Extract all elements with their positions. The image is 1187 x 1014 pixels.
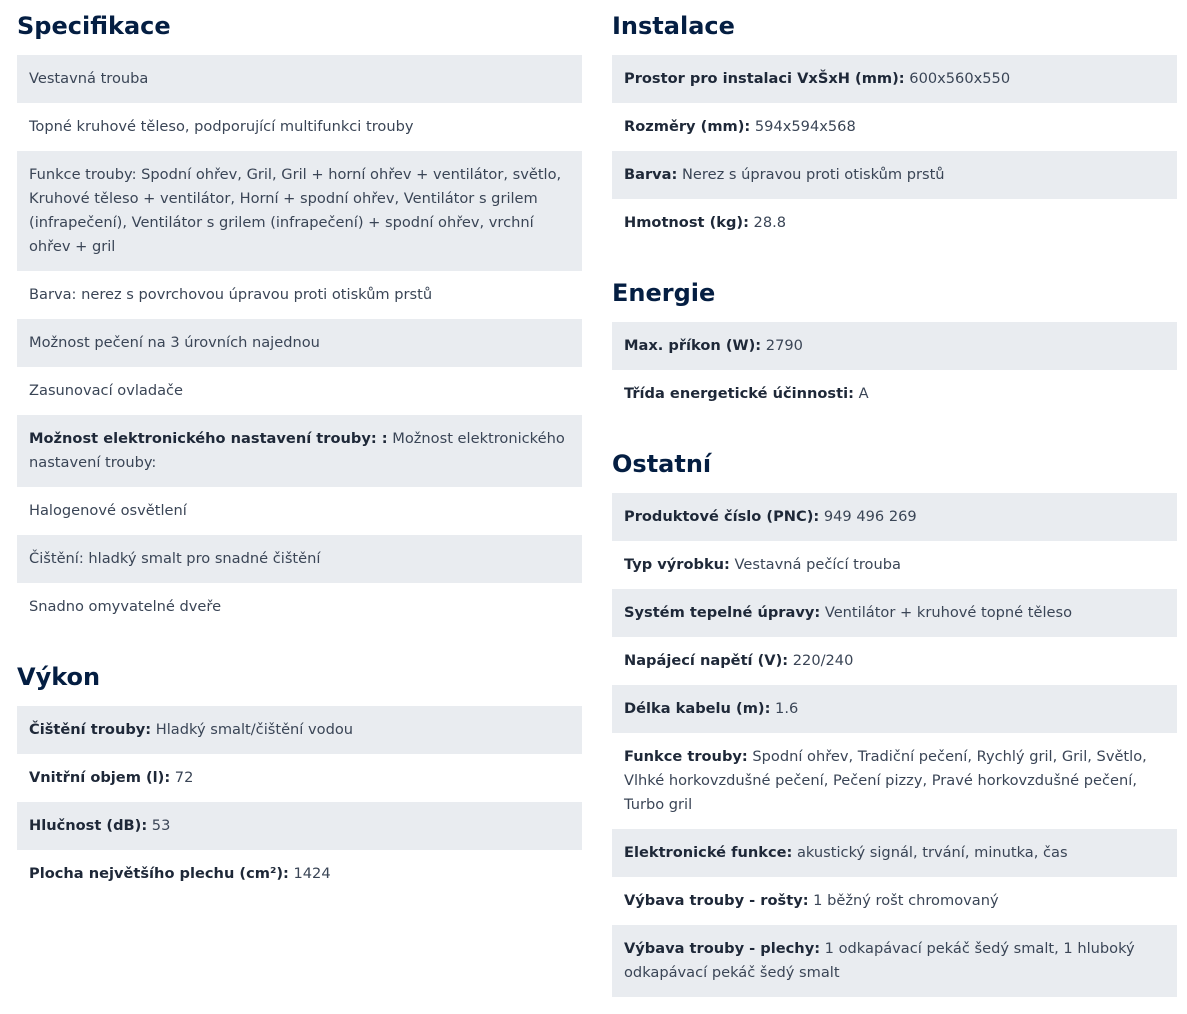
spec-value: Halogenové osvětlení <box>29 502 187 519</box>
spec-row <box>17 706 582 754</box>
spec-row <box>17 55 582 103</box>
spec-row <box>17 415 582 487</box>
spec-row <box>612 370 1177 418</box>
spec-value: 949 496 269 <box>819 508 917 525</box>
spec-value: Možnost elektronického nastavení trouby: <box>29 430 565 471</box>
spec-row <box>612 151 1177 199</box>
spec-row <box>17 535 582 583</box>
spec-label: Barva: <box>624 166 678 183</box>
spec-row <box>17 802 582 850</box>
spec-row <box>17 103 582 151</box>
spec-list-energie <box>612 322 1177 418</box>
spec-value: 220/240 <box>788 652 854 669</box>
spec-value: 53 <box>147 817 171 834</box>
spec-row <box>612 877 1177 925</box>
spec-label: Hlučnost (dB): <box>29 817 148 834</box>
spec-row <box>612 685 1177 733</box>
spec-list-vykon <box>17 706 582 898</box>
spec-value: Ventilátor + kruhové topné těleso <box>820 604 1073 621</box>
spec-row <box>612 199 1177 247</box>
spec-value: Možnost pečení na 3 úrovních najednou <box>29 334 320 351</box>
spec-value: Zasunovací ovladače <box>29 382 184 399</box>
section-title-ostatni: Ostatní <box>612 450 712 478</box>
spec-label: Systém tepelné úpravy: <box>624 604 821 621</box>
spec-row <box>17 754 582 802</box>
section-title-vykon: Výkon <box>17 663 101 691</box>
spec-row <box>17 319 582 367</box>
spec-row <box>612 55 1177 103</box>
spec-label: Funkce trouby: <box>624 748 748 765</box>
spec-value: 1424 <box>288 865 331 882</box>
spec-value: 72 <box>170 769 194 786</box>
spec-row <box>17 367 582 415</box>
spec-row <box>612 733 1177 829</box>
spec-label: Produktové číslo (PNC): <box>624 508 820 525</box>
spec-value: A <box>853 385 869 402</box>
spec-row <box>17 583 582 631</box>
spec-label: Možnost elektronického nastavení trouby: : <box>29 430 388 447</box>
spec-row <box>17 271 582 319</box>
section-title-specifikace: Specifikace <box>17 12 171 40</box>
spec-row <box>612 829 1177 877</box>
section-title-instalace: Instalace <box>612 12 735 40</box>
spec-row <box>612 103 1177 151</box>
spec-value: 2790 <box>761 337 803 354</box>
spec-list-specifikace <box>17 55 582 631</box>
spec-value: Funkce trouby: Spodní ohřev, Gril, Gril + horní ohřev + ventilátor, světlo, Kruhové těleso + ventilátor, Horní + spodní ohřev, Ventilátor s grilem (infrapečení), Ventilátor s grilem (infrapečení) + spodní ohřev, vrchní ohřev + gril <box>29 166 562 255</box>
spec-value: Vestavná pečící trouba <box>729 556 901 573</box>
left-column <box>17 0 582 898</box>
spec-value: 28.8 <box>748 214 787 231</box>
spec-label: Plocha největšího plechu (cm²): <box>29 865 289 882</box>
spec-label: Výbava trouby - plechy: <box>624 940 821 957</box>
spec-value: Spodní ohřev, Tradiční pečení, Rychlý gril, Gril, Světlo, Vlhké horkovzdušné pečení, Pečení pizzy, Pravé horkovzdušné pečení, Turbo gril <box>624 748 1147 813</box>
section-title-energie: Energie <box>612 279 716 307</box>
right-column <box>612 0 1177 997</box>
spec-label: Třída energetické účinnosti: <box>624 385 854 402</box>
spec-value: Čištění: hladký smalt pro snadné čištění <box>29 550 321 567</box>
spec-row <box>612 493 1177 541</box>
spec-row <box>17 487 582 535</box>
spec-row <box>17 850 582 898</box>
spec-value: 600x560x550 <box>904 70 1011 87</box>
spec-value: Barva: nerez s povrchovou úpravou proti otiskům prstů <box>29 286 433 303</box>
spec-row <box>612 589 1177 637</box>
spec-label: Vnitřní objem (l): <box>29 769 171 786</box>
spec-row <box>17 151 582 271</box>
spec-list-instalace <box>612 55 1177 247</box>
spec-row <box>612 925 1177 997</box>
spec-row <box>612 541 1177 589</box>
spec-label: Délka kabelu (m): <box>624 700 771 717</box>
spec-list-ostatni <box>612 493 1177 997</box>
spec-value: Topné kruhové těleso, podporující multifunkci trouby <box>29 118 414 135</box>
spec-value: Nerez s úpravou proti otiskům prstů <box>677 166 945 183</box>
spec-label: Elektronické funkce: <box>624 844 793 861</box>
spec-value: Snadno omyvatelné dveře <box>29 598 222 615</box>
spec-label: Rozměry (mm): <box>624 118 751 135</box>
spec-value: Hladký smalt/čištění vodou <box>151 721 354 738</box>
spec-label: Napájecí napětí (V): <box>624 652 789 669</box>
spec-value: 1.6 <box>770 700 799 717</box>
spec-label: Výbava trouby - rošty: <box>624 892 809 909</box>
spec-label: Max. příkon (W): <box>624 337 762 354</box>
spec-value: Vestavná trouba <box>29 70 149 87</box>
spec-value: 594x594x568 <box>750 118 856 135</box>
spec-value: akustický signál, trvání, minutka, čas <box>792 844 1068 861</box>
spec-row <box>612 322 1177 370</box>
spec-label: Hmotnost (kg): <box>624 214 749 231</box>
spec-label: Prostor pro instalaci VxŠxH (mm): <box>624 70 905 87</box>
spec-row <box>612 637 1177 685</box>
spec-value: 1 odkapávací pekáč šedý smalt, 1 hluboký odkapávací pekáč šedý smalt <box>624 940 1135 981</box>
spec-value: 1 běžný rošt chromovaný <box>808 892 999 909</box>
spec-label: Typ výrobku: <box>624 556 730 573</box>
spec-label: Čištění trouby: <box>29 721 152 738</box>
